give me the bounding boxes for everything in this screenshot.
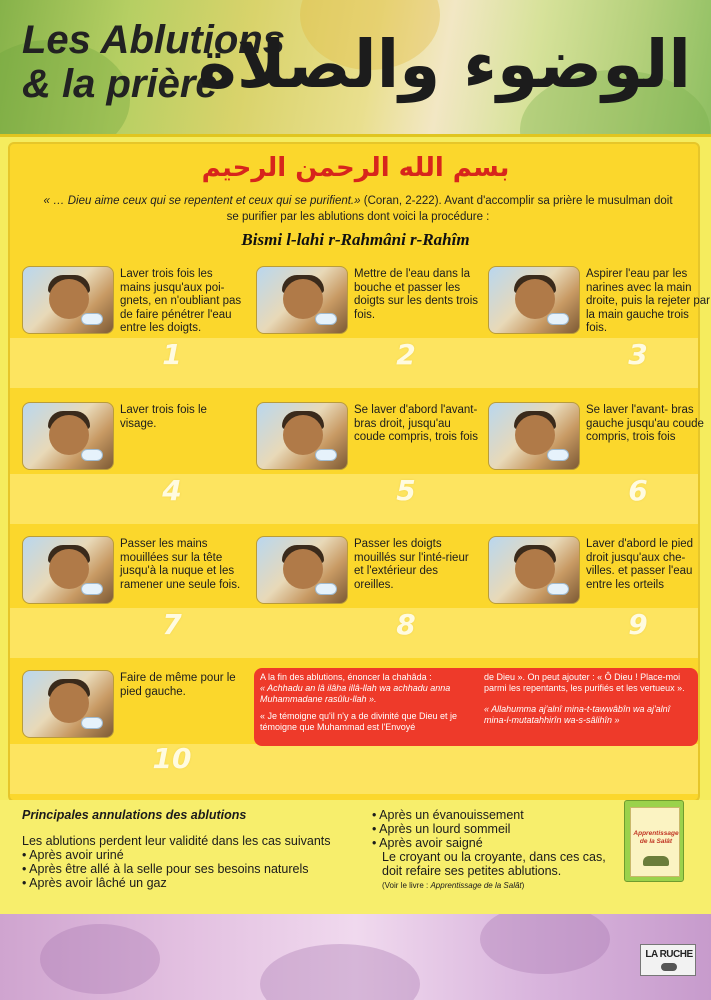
annulation-item: • Après avoir saigné [372, 836, 483, 850]
chahada-col-left [260, 672, 466, 733]
annulations-conclusion: Le croyant ou la croyante, dans ces cas, doit refaire ses petites ablutions. [382, 850, 606, 878]
basmala-transliteration: Bismi l-lahi r-Rahmâni r-Rahîm [241, 230, 470, 249]
step-6-number: 6 [628, 474, 648, 507]
step-1-number: 1 [162, 338, 182, 371]
step-5-text: Se laver d'abord l'avant-bras droit, jusqu'au coude compris, trois fois [354, 404, 478, 443]
chahada-translation: « Je témoigne qu'il n'y a de divinité que Dieu et je témoigne que Muhammad est l'Envoyé [260, 711, 458, 732]
chahada-transliteration: « Achhadu an lâ ilâha illâ-llah wa achhadu anna Muhammadane rasûlu-llah ». [260, 683, 451, 704]
header-banner [0, 0, 711, 134]
step-4-number: 4 [162, 474, 182, 507]
step-2 [256, 266, 478, 388]
book-cover-inner [630, 807, 680, 877]
step-9-text: Laver d'abord le pied droit jusqu'aux che-villes. et passer l'eau entre les orteils [586, 538, 694, 591]
step-3 [488, 266, 710, 388]
step-6 [488, 402, 710, 524]
dua-translation: de Dieu ». On peut ajouter : « Ô Dieu ! Place-moi parmi les repentants, les purifiés et les vertueux ». [484, 672, 685, 693]
step-2-illustration [256, 266, 348, 334]
step-7-number: 7 [162, 608, 182, 641]
book-reference-suffix: ) [521, 881, 525, 890]
step-6-illustration [488, 402, 580, 470]
step-2-number: 2 [396, 338, 416, 371]
step-9-number: 9 [628, 608, 648, 641]
step-3-number: 3 [628, 338, 648, 371]
step-8-number: 8 [396, 608, 416, 641]
footer-decor [260, 944, 420, 1000]
step-4 [22, 402, 244, 524]
annulations-title: Principales annulations des ablutions [22, 808, 247, 822]
step-1 [22, 266, 244, 388]
step-4-text: Laver trois fois le visage. [120, 404, 207, 430]
step-8-illustration [256, 536, 348, 604]
step-3-illustration [488, 266, 580, 334]
bee-icon [661, 963, 677, 971]
basmala-arabic: بسم الله الرحمن الرحيم [201, 153, 510, 183]
praying-figure-icon [643, 856, 669, 866]
page-title-arabic: الوضوء والصلاة [197, 26, 691, 103]
step-4-illustration [22, 402, 114, 470]
page-title-french: Les Ablutions & la prière [22, 18, 285, 106]
chahada-box [254, 668, 698, 746]
annulation-item: • Après un évanouissement [372, 808, 524, 822]
dua-transliteration: « Allahumma aj'alnî mina-t-tawwâbîn wa aj'alnî mina-l-mutatahhirîn wa-s-sâlihîn » [484, 704, 671, 725]
book-reference [372, 880, 620, 892]
step-7 [22, 536, 244, 658]
step-6-text: Se laver l'avant- bras gauche jusqu'au coude compris, trois fois [586, 404, 704, 443]
book-reference-title: Apprentissage de la Salât [430, 881, 522, 890]
step-8 [256, 536, 478, 658]
annulations-right [372, 808, 620, 892]
annulations-left [22, 834, 362, 890]
book-title: Apprentissage de la Salât [633, 830, 679, 845]
footer-band [0, 914, 711, 1000]
book-reference-prefix: (Voir le livre : [382, 881, 431, 890]
chahada-intro: A la fin des ablutions, énoncer la chahâda : [260, 672, 432, 682]
step-3-text: Aspirer l'eau par les narines avec la main droite, puis la rejeter par la main gauche trois fois. [586, 268, 711, 334]
step-7-illustration [22, 536, 114, 604]
step-5-illustration [256, 402, 348, 470]
book-cover [624, 800, 684, 882]
step-5 [256, 402, 478, 524]
step-1-text: Laver trois fois les mains jusqu'aux poi-gnets, en n'oubliant pas de faire pénétrer l'eau entre les doigts. [120, 268, 242, 334]
annulation-item: • Après un lourd sommeil [372, 822, 511, 836]
step-8-text: Passer les doigts mouillés sur l'inté-rieur et l'extérieur des oreilles. [354, 538, 469, 591]
step-1-illustration [22, 266, 114, 334]
intro-text [38, 193, 678, 225]
footer-decor [480, 914, 610, 974]
step-10-text: Faire de même pour le pied gauche. [120, 672, 236, 698]
step-5-number: 5 [396, 474, 416, 507]
annulation-item: • Après avoir lâché un gaz [22, 876, 167, 890]
step-9-illustration [488, 536, 580, 604]
annulation-item: • Après être allé à la selle pour ses besoins naturels [22, 862, 309, 876]
step-10-illustration [22, 670, 114, 738]
step-10 [22, 670, 244, 792]
step-7-text: Passer les mains mouillées sur la tête jusqu'à la nuque et les ramener une seule fois. [120, 538, 241, 591]
step-2-text: Mettre de l'eau dans la bouche et passer les doigts sur les dents trois fois. [354, 268, 479, 321]
step-10-number: 10 [152, 742, 192, 775]
publisher-logo [640, 944, 696, 976]
annulations-intro: Les ablutions perdent leur validité dans les cas suivants [22, 834, 331, 848]
publisher-name: LA RUCHE [645, 949, 693, 960]
quran-quote: « … Dieu aime ceux qui se repentent et ceux qui se purifient.» [43, 195, 361, 207]
intro-procedure: (Coran, 2-222). Avant d'accomplir sa prière le musulman doit se purifier par les ablutions dont voici la procédure : [226, 195, 673, 223]
chahada-col-right [484, 672, 690, 726]
annulation-item: • Après avoir uriné [22, 848, 124, 862]
footer-decor [40, 924, 160, 994]
step-9 [488, 536, 710, 658]
